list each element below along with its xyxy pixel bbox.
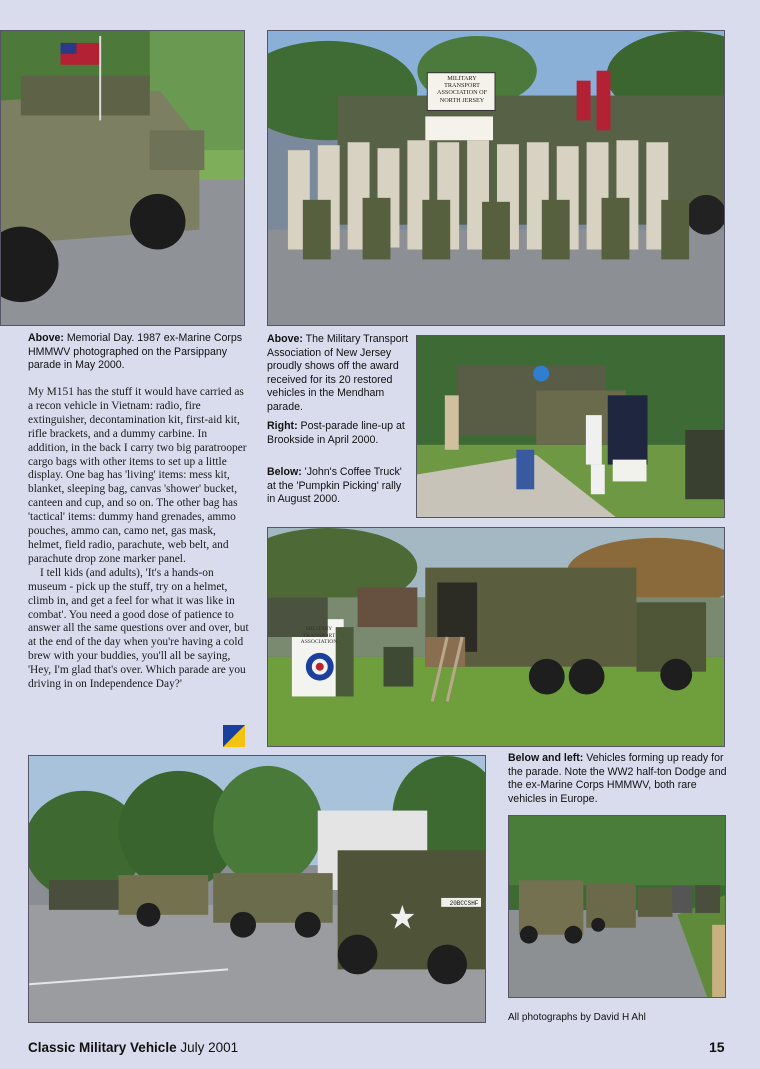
- article-paragraph: I tell kids (and adults), 'It's a hands-on museum - pick up the stuff, try on a helmet, climb in, and get a feel for what it was like in combat'. You need a good dose of patience to answer all the same questions over and over, but at the end of the day when you're having a cold brew with your buddies, you'll all be saying, 'Hey, I'm glad that's over. Which parade are you driving in on Independence Day?': [28, 566, 249, 691]
- page-number: 15: [709, 1039, 725, 1055]
- photo-association-group: [267, 30, 725, 326]
- photo-hmmwv: [0, 30, 245, 326]
- magazine-footer: Classic Military Vehicle July 2001: [28, 1040, 239, 1055]
- caption-association: Above: The Military Transport Association of New Jersey proudly shows off the award received for its 20 restored vehicles in the Mendham parade.: [267, 333, 409, 413]
- association-banner: MILITARY TRANSPORT ASSOCIATION OF NORTH JERSEY: [436, 75, 488, 104]
- caption-forming-up: Below and left: Vehicles forming up ready for the parade. Note the WW2 half-ton Dodge and the ex-Marine Corps HMMWV, both rare vehicles in Europe.: [508, 752, 727, 805]
- photo-credit: All photographs by David H Ahl: [508, 1012, 646, 1023]
- coffee-association-sign: MILITARY TRANSPORT ASSOCIATION: [300, 626, 338, 646]
- photo-parade-line: [28, 755, 486, 1023]
- photo-road-lineup: [508, 815, 726, 998]
- end-mark-icon: [223, 725, 245, 747]
- caption-brookside: Right: Post-parade line-up at Brookside in April 2000.: [267, 420, 405, 446]
- caption-coffee-truck: Below: 'John's Coffee Truck' at the 'Pumpkin Picking' rally in August 2000.: [267, 466, 402, 506]
- truck-plate: 20BCCSHF: [449, 900, 479, 907]
- caption-hmmwv: Above: Memorial Day. 1987 ex-Marine Corps HMMWV photographed on the Parsippany parade in May 2000.: [28, 332, 243, 372]
- article-paragraph: My M151 has the stuff it would have carried as a recon vehicle in Vietnam: radio, fire extinguisher, decontamination kit, first-aid kit, rifle brackets, and a dummy carbine. In addition, in the back I carry two big paratrooper cargo bags with other items to set up a little display. One bag has 'living' items: mess kit, blanket, sleeping bag, canvas 'shower' bucket, canteen and cup, and so on. The other bag has 'tactical' items: dummy hand grenades, ammo pouches, ammo can, camo net, gas mask, helmet, field radio, parachute, web belt, and parachute drop zone marker panel.: [28, 386, 247, 565]
- article-body: [28, 386, 250, 692]
- photo-coffee-truck: [267, 527, 725, 747]
- photo-brookside: [416, 335, 725, 518]
